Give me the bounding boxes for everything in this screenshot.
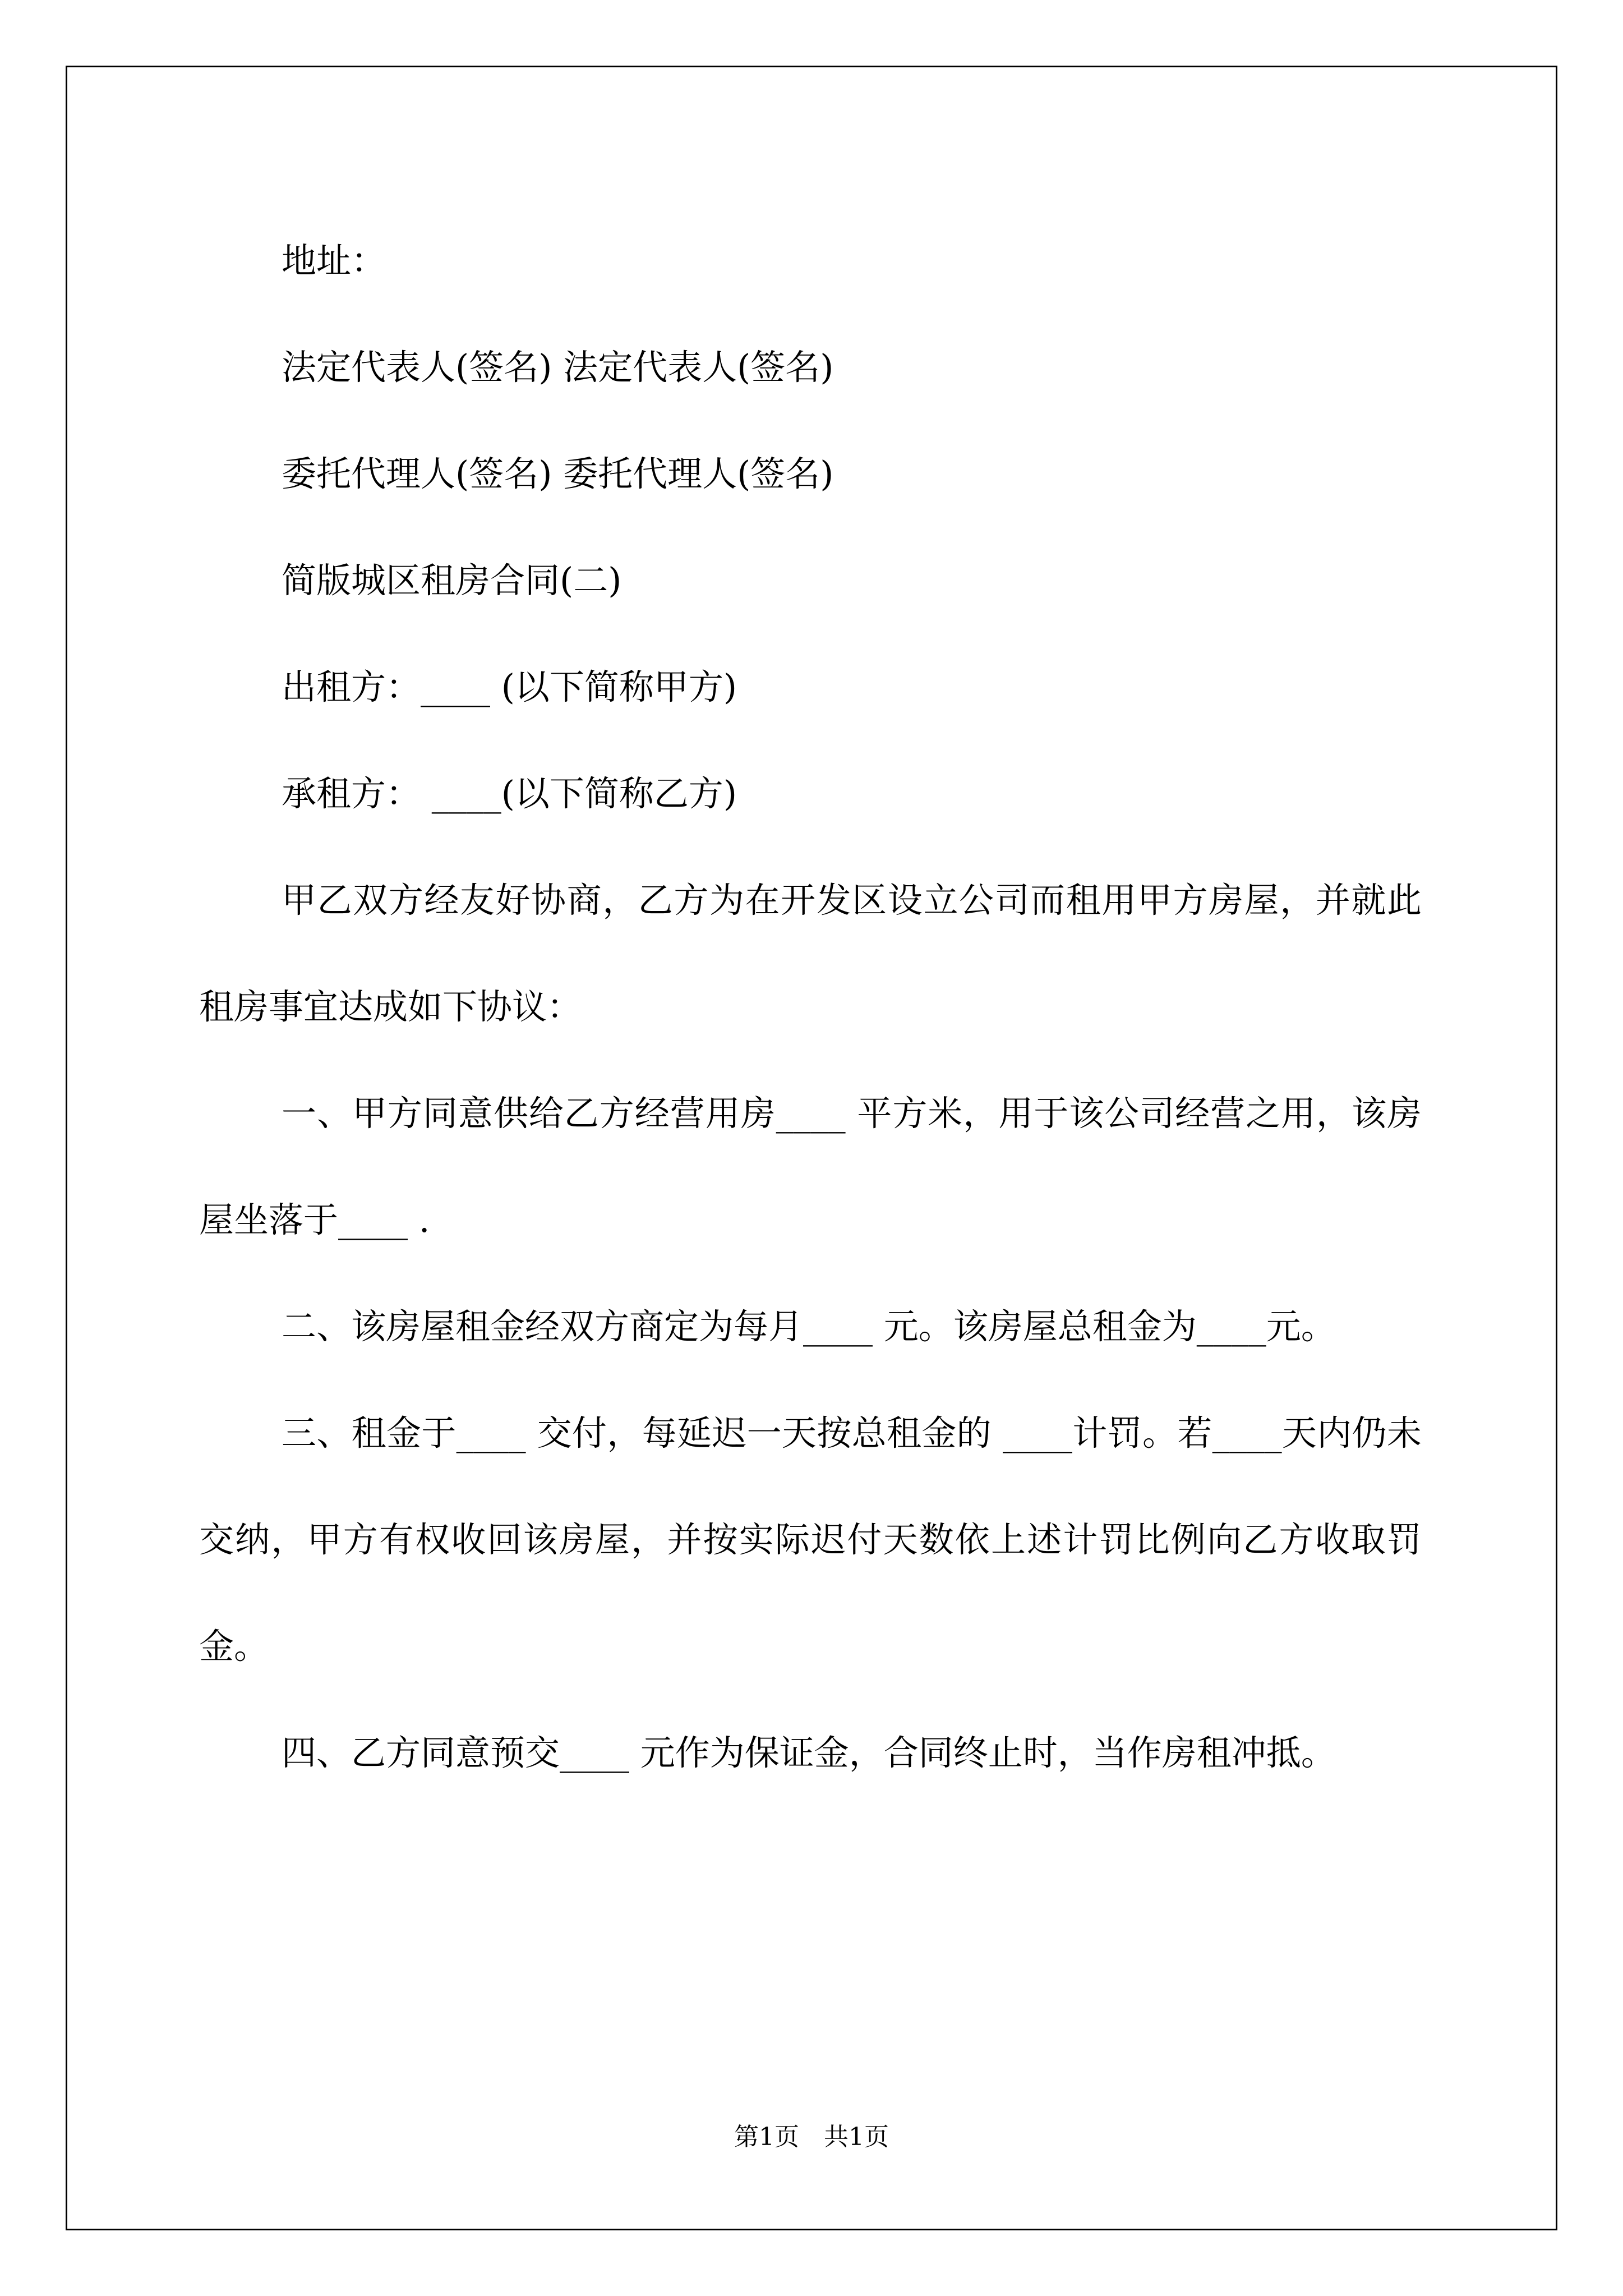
clause-3: 三、租金于____ 交付，每延迟一天按总租金的 ____计罚。若____天内仍未交纳，甲方有权收回该房屋，并按实际迟付天数依上述计罚比例向乙方收取罚金。	[199, 1412, 1422, 1667]
authorized-agent-signatures: 委托代理人(签名) 委托代理人(签名)	[282, 453, 834, 494]
clause-4: 四、乙方同意预交____ 元作为保证金，合同终止时，当作房租冲抵。	[282, 1732, 1336, 1773]
document-body	[199, 208, 1422, 1806]
lessor-line: 出租方：____ (以下简称甲方)	[282, 666, 737, 707]
preamble-paragraph: 甲乙双方经友好协商，乙方为在开发区设立公司而租用甲方房屋，并就此租房事宜达成如下协议：	[199, 880, 1422, 1027]
clause-2: 二、该房屋租金经双方商定为每月____ 元。该房屋总租金为____元。	[282, 1306, 1336, 1347]
lessee-line: 承租方： ____(以下简称乙方)	[282, 773, 737, 814]
clause-1: 一、甲方同意供给乙方经营用房____ 平方米，用于该公司经营之用，该房屋坐落于____ .	[199, 1093, 1422, 1240]
contract-title: 简版城区租房合同(二)	[282, 560, 622, 601]
page-number: 第1页 共1页	[734, 2123, 889, 2151]
legal-representative-signatures: 法定代表人(签名) 法定代表人(签名)	[282, 347, 834, 388]
address-line: 地址：	[282, 240, 386, 281]
